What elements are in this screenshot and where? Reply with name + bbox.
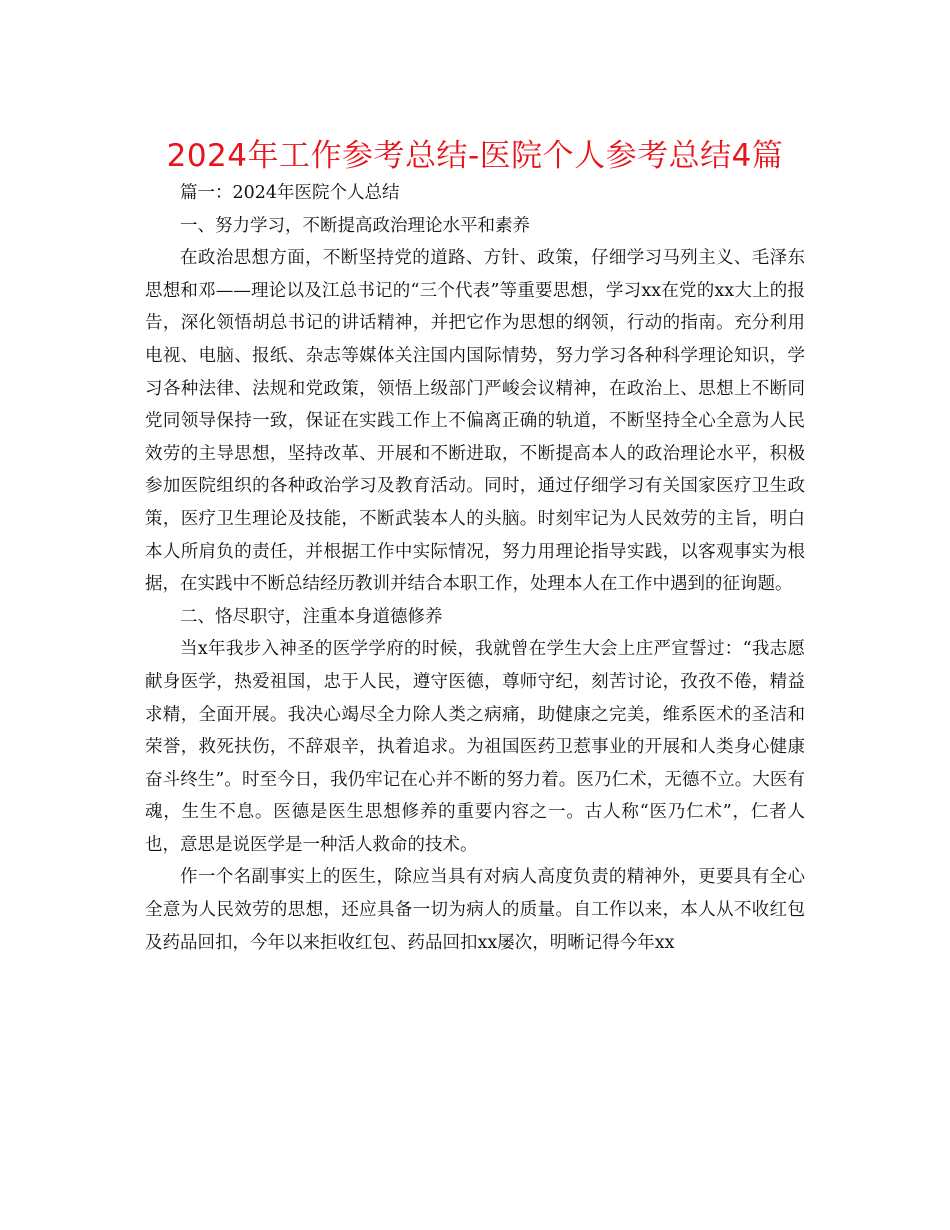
document-body — [145, 177, 805, 959]
document-title: 2024年工作参考总结-医院个人参考总结4篇 — [166, 138, 784, 174]
section-heading: 篇一：2024年医院个人总结 — [180, 183, 400, 203]
body-paragraph: 当x年我步入神圣的医学学府的时候，我就曾在学生大会上庄严宣誓过：“我志愿献身医学，热爱祖国，忠于人民，遵守医德，尊师守纪，刻苦讨论，孜孜不倦，精益求精，全面开展。我决心竭尽全力除人类之病痛，助健康之完美，维系医术的圣洁和荣誉，救死扶伤，不辞艰辛，执着追求。为祖国医药卫惹事业的开展和人类身心健康奋斗终生”。时至今日，我仍牢记在心并不断的努力着。医乃仁术，无德不立。大医有魂，生生不息。医德是医生思想修养的重要内容之一。古人称“医乃仁术”，仁者人也，意思是说医学是一种活人救命的技术。 — [145, 639, 805, 855]
subsection-heading: 一、努力学习，不断提高政治理论水平和素养 — [180, 215, 530, 236]
body-paragraph: 在政治思想方面，不断坚持党的道路、方针、政策，仔细学习马列主义、毛泽东思想和邓——理论以及江总书记的“三个代表”等重要思想，学习xx在党的xx大上的报告，深化领悟胡总书记的讲话精神，并把它作为思想的纲领，行动的指南。充分利用电视、电脑、报纸、杂志等媒体关注国内国际情势，努力学习各种科学理论知识，学习各种法律、法规和党政策，领悟上级部门严峻会议精神，在政治上、思想上不断同党同领导保持一致，保证在实践工作上不偏离正确的轨道，不断坚持全心全意为人民效劳的主导思想，坚持改革、开展和不断进取，不断提高本人的政治理论水平，积极参加医院组织的各种政治学习及教育活动。同时，通过仔细学习有关国家医疗卫生政策，医疗卫生理论及技能，不断武装本人的头脑。时刻牢记为人民效劳的主旨，明白本人所肩负的责任，并根据工作中实际情况，努力用理论指导实践，以客观事实为根据，在实践中不断总结经历教训并结合本职工作，处理本人在工作中遇到的征询题。 — [145, 248, 805, 595]
body-paragraph: 作一个名副事实上的医生，除应当具有对病人高度负责的精神外，更要具有全心全意为人民效劳的思想，还应具备一切为病人的质量。自工作以来，本人从不收红包及药品回扣，今年以来拒收红包、药品回扣xx屡次，明晰记得今年xx — [145, 867, 805, 953]
subsection-heading: 二、恪尽职守，注重本身道德修养 — [180, 606, 443, 627]
